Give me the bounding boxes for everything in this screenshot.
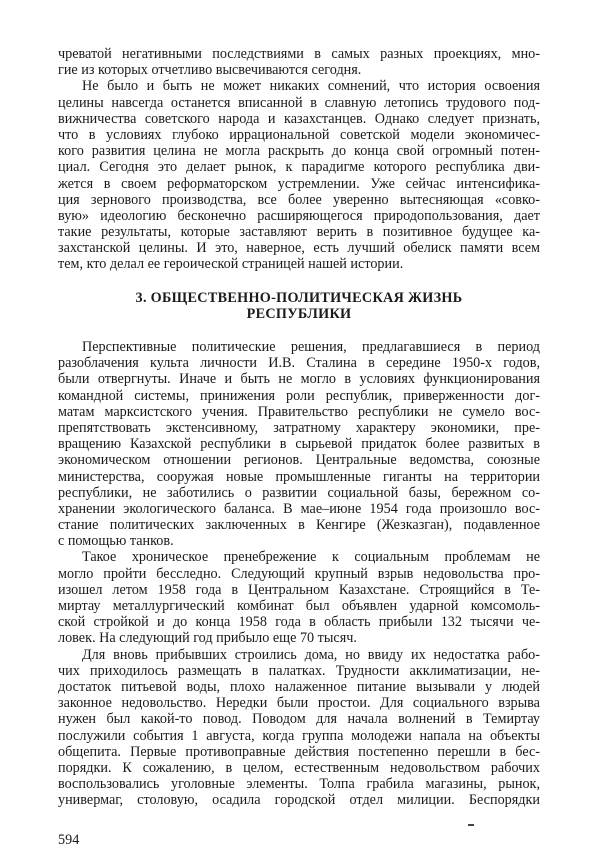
text-line: чреватой негативными последствиями в самых разных проекциях, мно- [58,46,540,62]
text-line: нужен был какой-то повод. Поводом для начала волнений в Темиртау [58,711,540,728]
text-line: послужили события 1 августа, когда группа молодежи напала на объекты [58,727,540,744]
text-line: захстанской целины. И это, наверное, есть лучший обелиск памяти всем [58,240,540,257]
text-line: вращению Казахской республики в сырьевой придаток более развитых в [58,436,540,453]
text-line: Такое хроническое пренебрежение к социальным проблемам не [82,549,540,566]
paragraph [58,549,540,646]
text-line: универмаг, столовую, осадила городской отдел милиции. Беспорядки [58,792,540,809]
text-line: Не было и быть не может никаких сомнений, что история освоения [82,78,540,95]
text-line: стание политических заключенных в Кенгире (Жезказган), подавленное [58,517,540,534]
text-line: такие результаты, которые заставляют верить в позитивное будущее ка- [58,224,540,241]
text-line: циал. Сегодня это делает рынок, к парадигме которого республика дви- [58,159,540,176]
text-line: министерства, сооружая новые промышленные гиганты на территории [58,468,540,485]
text-line: миртау металлургический комбинат был объявлен ударной комсомоль- [58,598,540,614]
text-line: могло пройти бесследно. Следующий крупный взрыв недовольства про- [58,565,540,582]
text-line: матам марксистского учения. Правительство республики не сумело вос- [58,403,540,420]
text-line: воспользовались уголовные элементы. Толпа грабила магазины, рынок, [58,776,540,793]
text-line: вижничества советского народа и казахстанцев. Однако следует признать, [58,110,540,127]
paragraph [58,647,540,809]
text-line: ской стройкой и до конца 1958 года в область прибыли 132 тысячи че- [58,614,540,631]
text-line: экономическом отношении регионов. Центральные ведомства, союзные [58,452,540,469]
text-line: гие из которых отчетливо высвечиваются сегодня. [58,62,362,79]
text-line: изошел летом 1958 года в Центральном Казахстане. Строящийся в Те- [58,581,540,598]
text-line: Для вновь прибывших строились дома, но ввиду их недостатка рабо- [82,646,540,663]
text-line: ловек. На следующий год прибыло еще 70 тысяч. [58,630,357,647]
text-line: Перспективные политические решения, предлагавшиеся в период [82,339,540,355]
text-line: что в условиях глубоко иррациональной советской модели экономичес- [58,126,540,143]
text-line: с помощью танков. [58,533,174,550]
spacer [58,273,540,290]
text-line: разоблачения культа личности И.В. Сталина в середине 1950-х годов, [58,355,540,372]
page-body [58,46,540,808]
text-line: республики, не заботились о развитии социальной базы, бережном со- [58,484,540,501]
text-line: препятствовать экстенсивному, затратному характеру экономики, пре- [58,419,540,436]
text-line: кого развития целина не могла раскрыть до конца свой огромный потен- [58,143,540,160]
heading-line: РЕСПУБЛИКИ [246,305,352,322]
text-line: тем, кто делал ее героической страницей нашей истории. [58,256,404,273]
text-line: чих приходилось размещать в палатках. Трудности акклиматизации, не- [58,662,540,679]
section-heading [58,290,540,322]
text-line: общепита. Первые противоправные действия постепенно перешли в бес- [58,743,540,760]
text-line: целины навсегда останется вписанной в славную летопись трудового под- [58,94,540,111]
text-line: ция зернового производства, все более уверенно вытесняющая «совко- [58,191,540,208]
text-line: вую» идеологию бесконечно расширяющегося природопользования, дает [58,207,540,224]
text-line: законное недовольство. Нередки были простои. Для социального взрыва [58,695,540,712]
text-line: порядки. К сожалению, в целом, естественным недовольством рабочих [58,759,540,776]
heading-line: 3. ОБЩЕСТВЕННО-ПОЛИТИЧЕСКАЯ ЖИЗНЬ [135,289,463,306]
spacer [58,322,540,339]
scan-speck [468,824,474,826]
paragraph [58,78,540,272]
text-line: командной системы, принижения роли республик, приверженности дог- [58,387,540,404]
paragraph [58,46,540,78]
text-line: были отвергнуты. Иначе и быть не могло в условиях функционирования [58,371,540,388]
paragraph [58,339,540,549]
text-line: жется в своем реформаторском устремлении. Уже сейчас интенсифика- [58,175,540,192]
page-number: 594 [58,832,80,848]
text-line: достаток питьевой воды, плохо налаженное питание вызывали у людей [58,678,540,695]
text-line: хранении экологического баланса. В мае–июне 1954 года произошло вос- [58,500,540,517]
